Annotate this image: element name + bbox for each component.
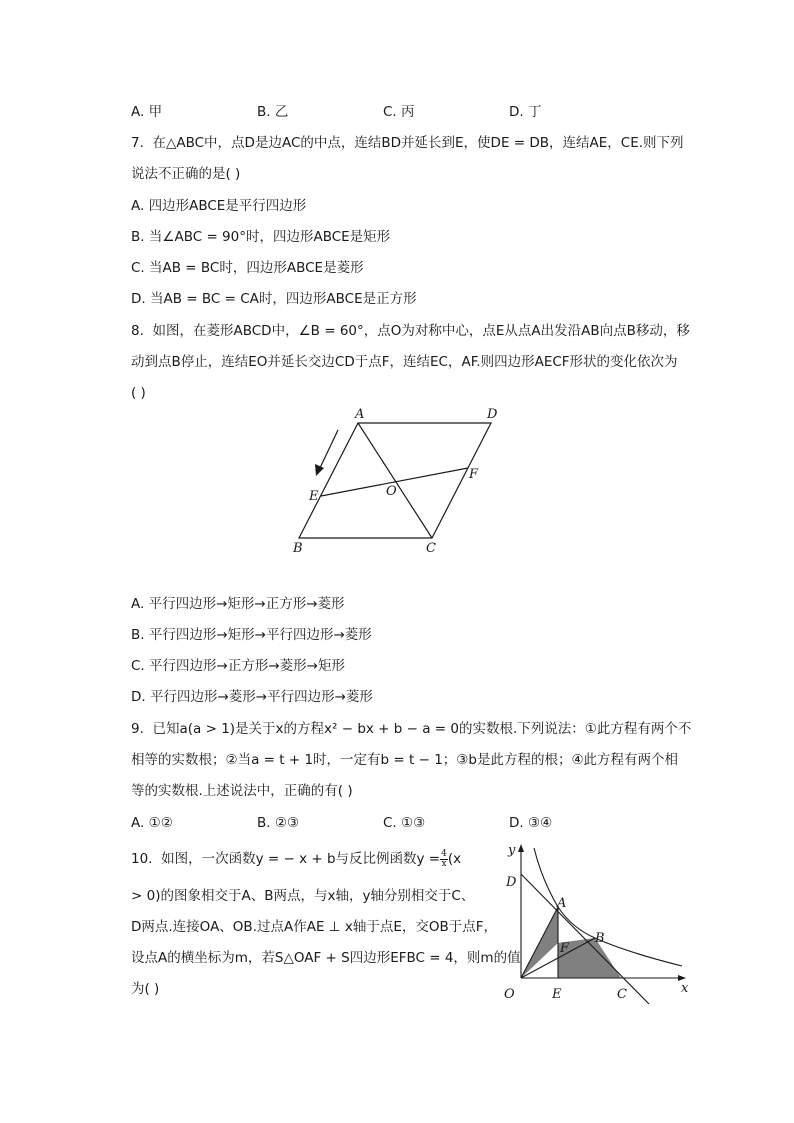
q8-option-b[interactable] <box>131 625 372 645</box>
q10-stem-line4: 设点A的横坐标为m，若S△OAF + S四边形EFBC = 4，则m的值 <box>131 950 521 966</box>
label-x: x <box>681 981 689 996</box>
label-d: D <box>506 875 517 890</box>
q6-option-c[interactable] <box>383 102 415 122</box>
q7-stem-line1 <box>131 133 684 153</box>
option-text: ③④ <box>527 815 553 831</box>
option-letter: A. <box>131 198 145 214</box>
option-text: 当∠ABC = 90°时，四边形ABCE是矩形 <box>148 229 391 245</box>
label-o: O <box>386 484 397 499</box>
label-b: B <box>595 931 605 946</box>
label-b: B <box>293 541 303 556</box>
question-text-tail: (x <box>447 851 462 867</box>
fraction-denominator: x <box>441 858 447 869</box>
option-letter: D. <box>131 689 146 705</box>
question-number: 9. <box>131 721 144 737</box>
q8-stem-line1 <box>131 321 690 341</box>
question-text: 如图，一次函数y = − x + b与反比例函数y = <box>161 851 441 867</box>
label-c: C <box>617 987 627 1002</box>
label-d: D <box>487 407 498 422</box>
option-letter: C. <box>131 658 145 674</box>
q9-stem-line3: 等的实数根.上述说法中，正确的有( ) <box>131 783 353 799</box>
arrow-head <box>315 464 324 476</box>
option-letter: A. <box>131 815 145 831</box>
label-f: F <box>469 467 479 482</box>
option-letter: D. <box>131 291 146 307</box>
q9-option-a[interactable] <box>131 813 173 833</box>
q10-stem-line5: 为( ) <box>131 981 160 997</box>
question-number: 10. <box>131 851 153 867</box>
question-text: 在△ABC中，点D是边AC的中点，连结BD并延长到E，使DE = DB，连结AE，CE.则下列 <box>152 135 684 151</box>
option-letter: C. <box>131 260 145 276</box>
label-y: y <box>508 843 516 858</box>
option-text: 平行四边形→矩形→平行四边形→菱形 <box>148 627 372 643</box>
label-a: A <box>355 407 365 422</box>
option-letter: D. <box>509 815 524 831</box>
question-number: 7. <box>131 135 144 151</box>
q8-option-a[interactable] <box>131 594 345 614</box>
q8-stem-line2: 动到点B停止，连结EO并延长交边CD于点F，连结EC，AF.则四边形AECF形状的变化依次为 <box>131 354 678 370</box>
label-o: O <box>504 987 515 1002</box>
option-letter: A. <box>131 596 145 612</box>
q9-stem-line1 <box>131 719 691 739</box>
question-text: 如图，在菱形ABCD中，∠B = 60°，点O为对称中心，点E从点A出发沿AB向点B移动，移 <box>152 323 690 339</box>
q9-option-b[interactable] <box>257 813 299 833</box>
q7-option-b[interactable] <box>131 227 390 247</box>
option-text: ②③ <box>274 815 300 831</box>
option-letter: B. <box>257 104 271 120</box>
fraction-4-over-x <box>440 850 448 869</box>
option-text: 平行四边形→正方形→菱形→矩形 <box>149 658 345 674</box>
option-text: 当AB = BC时，四边形ABCE是菱形 <box>149 260 364 276</box>
option-text: 四边形ABCE是平行四边形 <box>148 198 307 214</box>
q8-rhombus-figure <box>280 400 520 560</box>
q10-function-figure <box>496 840 696 1010</box>
option-text: 丁 <box>527 104 542 120</box>
option-text: 甲 <box>148 104 163 120</box>
label-f: F <box>560 941 570 956</box>
option-letter: C. <box>383 104 397 120</box>
label-c: C <box>426 541 436 556</box>
q10-stem-line1 <box>131 849 461 869</box>
option-letter: B. <box>131 229 145 245</box>
option-letter: A. <box>131 104 145 120</box>
q7-option-c[interactable] <box>131 258 364 278</box>
option-letter: C. <box>383 815 397 831</box>
q7-stem-line2: 说法不正确的是( ) <box>131 166 241 182</box>
y-axis-arrow <box>518 844 524 852</box>
option-letter: B. <box>257 815 271 831</box>
arrow-shaft <box>319 430 338 470</box>
linear-function-line <box>521 874 649 1004</box>
question-number: 8. <box>131 323 144 339</box>
label-a: A <box>557 896 567 911</box>
q6-option-d[interactable] <box>509 102 541 122</box>
option-text: 平行四边形→菱形→平行四边形→菱形 <box>149 689 373 705</box>
option-letter: D. <box>509 104 524 120</box>
q8-option-c[interactable] <box>131 656 345 676</box>
option-letter: B. <box>131 627 145 643</box>
q10-stem-line2: > 0)的图象相交于A、B两点，与x轴，y轴分别相交于C、 <box>131 888 475 904</box>
option-text: 乙 <box>274 104 289 120</box>
q6-option-a[interactable] <box>131 102 162 122</box>
option-text: ①② <box>148 815 173 831</box>
q8-option-d[interactable] <box>131 687 373 707</box>
fraction-numerator: 4 <box>441 848 447 859</box>
diagonal-ac <box>358 423 432 538</box>
option-text: ①③ <box>401 815 426 831</box>
q9-stem-line2: 相等的实数根；②当a = t + 1时，一定有b = t − 1；③b是此方程的根；④此方程有两个相 <box>131 752 679 768</box>
label-e: E <box>552 987 562 1002</box>
option-text: 丙 <box>401 104 415 120</box>
q9-option-d[interactable] <box>509 813 552 833</box>
q9-option-c[interactable] <box>383 813 425 833</box>
option-text: 当AB = BC = CA时，四边形ABCE是正方形 <box>149 291 417 307</box>
label-e: E <box>309 489 319 504</box>
q7-option-a[interactable] <box>131 196 306 216</box>
question-text: 已知a(a > 1)是关于x的方程x² − bx + b − a = 0的实数根.下列说法：①此方程有两个不 <box>152 721 692 737</box>
q8-stem-line3: ( ) <box>131 385 146 401</box>
option-text: 平行四边形→矩形→正方形→菱形 <box>148 596 345 612</box>
q6-option-b[interactable] <box>257 102 288 122</box>
q10-stem-line3: D两点.连接OA、OB.过点A作AE ⊥ x轴于点E，交OB于点F， <box>131 919 498 935</box>
q7-option-d[interactable] <box>131 289 417 309</box>
